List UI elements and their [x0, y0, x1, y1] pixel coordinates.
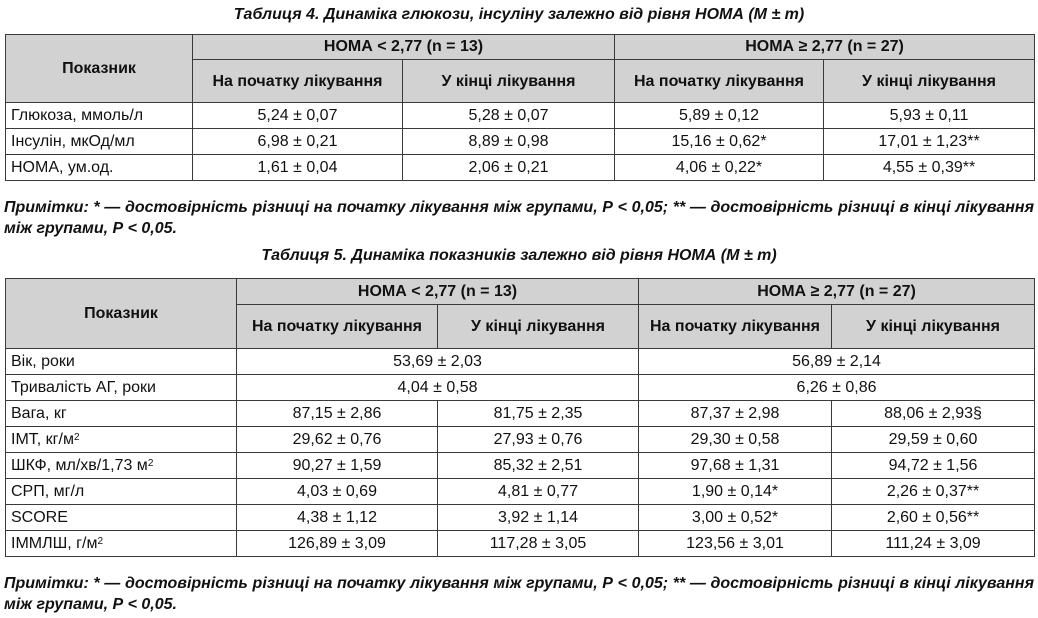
- row-label-text: ІММЛШ, г/м: [11, 534, 98, 552]
- cell-value: 87,37 ± 2,98: [639, 401, 832, 427]
- table5-caption: Таблиця 5. Динаміка показників залежно від рівня НОМА (M ± m): [261, 247, 777, 264]
- table4-header-group2: НОМА ≥ 2,77 (n = 27): [615, 35, 1035, 60]
- cell-value: 88,06 ± 2,93§: [832, 401, 1035, 427]
- table5-note: Примітки: * — достовірність різниці на початку лікування між групами, Р < 0,05; ** — достовірність різниці в кінці лікування між групами, Р < 0,05.: [4, 575, 1034, 613]
- table4-header-group1: НОМА < 2,77 (n = 13): [193, 35, 615, 60]
- table-row: [6, 401, 1035, 427]
- cell-value: 2,60 ± 0,56**: [832, 505, 1035, 531]
- table4-header-g2-end: У кінці лікування: [824, 60, 1035, 103]
- cell-value: 4,38 ± 1,12: [237, 505, 438, 531]
- table4: [5, 34, 1035, 181]
- row-label: Вага, кг: [6, 401, 237, 427]
- superscript: 2: [73, 431, 80, 443]
- row-label-text: ШКФ, мл/хв/1,73 м: [11, 456, 148, 474]
- table4-note: Примітки: * — достовірність різниці на початку лікування між групами, Р < 0,05; ** — достовірність різниці в кінці лікування між групами, Р < 0,05.: [4, 199, 1034, 237]
- cell-value: 6,98 ± 0,21: [193, 129, 403, 155]
- cell-value: 5,93 ± 0,11: [824, 103, 1035, 129]
- row-label: Глюкоза, ммоль/л: [6, 103, 193, 129]
- cell-value: 4,06 ± 0,22*: [615, 155, 824, 181]
- table5-header-indicator: Показник: [6, 279, 237, 349]
- cell-value: 97,68 ± 1,31: [639, 453, 832, 479]
- superscript: 2: [147, 457, 154, 469]
- cell-value: 3,92 ± 1,14: [438, 505, 639, 531]
- table-row: [6, 129, 1035, 155]
- row-label: Тривалість АГ, роки: [6, 375, 237, 401]
- table4-header-g1-start: На початку лікування: [193, 60, 403, 103]
- row-label: Інсулін, мкОд/мл: [6, 129, 193, 155]
- row-label: [6, 453, 237, 479]
- cell-value: 111,24 ± 3,09: [832, 531, 1035, 557]
- cell-value: 94,72 ± 1,56: [832, 453, 1035, 479]
- cell-value: 29,59 ± 0,60: [832, 427, 1035, 453]
- table5-header-group2: НОМА ≥ 2,77 (n = 27): [639, 279, 1035, 305]
- cell-value: 56,89 ± 2,14: [639, 349, 1035, 375]
- row-label: [6, 531, 237, 557]
- row-label: SCORE: [6, 505, 237, 531]
- cell-value: 27,93 ± 0,76: [438, 427, 639, 453]
- table5: [5, 278, 1035, 557]
- table-row: [6, 531, 1035, 557]
- cell-value: 4,03 ± 0,69: [237, 479, 438, 505]
- cell-value: 1,61 ± 0,04: [193, 155, 403, 181]
- cell-value: 53,69 ± 2,03: [237, 349, 639, 375]
- cell-value: 2,06 ± 0,21: [403, 155, 615, 181]
- cell-value: 6,26 ± 0,86: [639, 375, 1035, 401]
- cell-value: 90,27 ± 1,59: [237, 453, 438, 479]
- row-label: СРП, мг/л: [6, 479, 237, 505]
- cell-value: 5,28 ± 0,07: [403, 103, 615, 129]
- cell-value: 117,28 ± 3,05: [438, 531, 639, 557]
- cell-value: 17,01 ± 1,23**: [824, 129, 1035, 155]
- row-label-text: ІМТ, кг/м: [11, 430, 74, 448]
- cell-value: 4,81 ± 0,77: [438, 479, 639, 505]
- cell-value: 2,26 ± 0,37**: [832, 479, 1035, 505]
- table5-header-group1: НОМА < 2,77 (n = 13): [237, 279, 639, 305]
- cell-value: 1,90 ± 0,14*: [639, 479, 832, 505]
- table-row: [6, 103, 1035, 129]
- cell-value: 29,30 ± 0,58: [639, 427, 832, 453]
- table5-header-g2-start: На початку лікування: [639, 305, 832, 349]
- table-row: [6, 479, 1035, 505]
- table-row: [6, 349, 1035, 375]
- table-row: [6, 375, 1035, 401]
- cell-value: 85,32 ± 2,51: [438, 453, 639, 479]
- cell-value: 4,55 ± 0,39**: [824, 155, 1035, 181]
- row-label: НОМА, ум.од.: [6, 155, 193, 181]
- cell-value: 4,04 ± 0,58: [237, 375, 639, 401]
- cell-value: 29,62 ± 0,76: [237, 427, 438, 453]
- table5-header-g1-start: На початку лікування: [237, 305, 438, 349]
- superscript: 2: [97, 535, 103, 547]
- cell-value: 3,00 ± 0,52*: [639, 505, 832, 531]
- table-row: [6, 155, 1035, 181]
- table-row: [6, 427, 1035, 453]
- cell-value: 15,16 ± 0,62*: [615, 129, 824, 155]
- table4-header-indicator: Показник: [6, 35, 193, 103]
- table5-header-g2-end: У кінці лікування: [832, 305, 1035, 349]
- table4-header-g1-end: У кінці лікування: [403, 60, 615, 103]
- cell-value: 87,15 ± 2,86: [237, 401, 438, 427]
- cell-value: 8,89 ± 0,98: [403, 129, 615, 155]
- table5-header-g1-end: У кінці лікування: [438, 305, 639, 349]
- table5-header-groups: [6, 279, 1035, 305]
- table4-header-groups: [6, 35, 1035, 60]
- row-label: [6, 427, 237, 453]
- cell-value: 5,24 ± 0,07: [193, 103, 403, 129]
- cell-value: 5,89 ± 0,12: [615, 103, 824, 129]
- table-row: [6, 505, 1035, 531]
- cell-value: 123,56 ± 3,01: [639, 531, 832, 557]
- row-label: Вік, роки: [6, 349, 237, 375]
- cell-value: 81,75 ± 2,35: [438, 401, 639, 427]
- table4-header-g2-start: На початку лікування: [615, 60, 824, 103]
- table4-caption: Таблиця 4. Динаміка глюкози, інсуліну залежно від рівня НОМА (M ± m): [233, 6, 805, 23]
- cell-value: 126,89 ± 3,09: [237, 531, 438, 557]
- table-row: [6, 453, 1035, 479]
